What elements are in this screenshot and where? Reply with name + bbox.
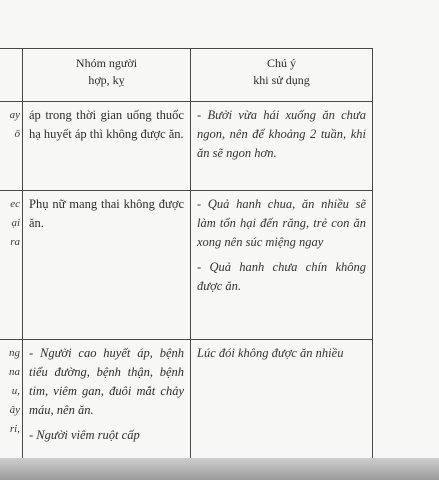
note-paragraph: - Bưởi vừa hái xuống ăn chưa ngon, nên để khoảng 2 tuần, khi ăn sẽ ngon hơn. <box>197 108 366 160</box>
note-paragraph: Lúc đói không được ăn nhiều <box>197 346 344 360</box>
row-stub-cell <box>0 102 23 191</box>
stub-fragment: ra <box>10 236 20 248</box>
header-group-cell <box>23 49 191 102</box>
note-cell <box>191 191 373 340</box>
header-group-line1: Nhóm người <box>75 56 138 70</box>
header-group-line2: hợp, kỵ <box>88 73 125 87</box>
row-stub-cell <box>0 191 23 340</box>
stub-fragment: ec <box>10 198 20 210</box>
stub-fragment: ri, <box>9 423 20 435</box>
stub-fragment: u, <box>11 385 20 397</box>
stub-fragment: na <box>9 366 20 378</box>
table-header-row <box>0 49 373 102</box>
stub-fragment: ng <box>9 347 20 359</box>
note-paragraph: - Quả hanh chưa chín không được ăn. <box>197 260 366 293</box>
usage-table <box>0 48 373 478</box>
stub-fragment: ây <box>9 404 20 416</box>
header-note-cell <box>191 49 373 102</box>
header-note-line1: Chú ý <box>266 56 296 70</box>
stub-fragment: ại <box>11 217 20 229</box>
stub-fragment: ō <box>14 128 20 140</box>
note-paragraph: - Quả hanh chua, ăn nhiều sẽ làm tổn hại đến răng, trẻ con ăn xong nên súc miệng ngay <box>197 197 366 249</box>
note-cell <box>191 102 373 191</box>
table-row <box>0 102 373 191</box>
header-stub-cell <box>0 49 23 102</box>
page-edge-shadow <box>0 458 439 480</box>
stub-fragment: ay <box>9 109 20 121</box>
header-note-line2: khi sử dụng <box>253 73 310 87</box>
table-row <box>0 191 373 340</box>
group-cell: áp trong thời gian uống thuốc hạ huyết áp thì không được ăn. <box>23 102 191 191</box>
group-cell: Phụ nữ mang thai không được ăn. <box>23 191 191 340</box>
group-paragraph: - Người viêm ruột cấp <box>29 428 140 442</box>
group-paragraph: - Người cao huyết áp, bệnh tiểu đường, bệnh thận, bệnh tim, viêm gan, đuôi mắt chảy máu, nên ăn. <box>29 346 184 417</box>
